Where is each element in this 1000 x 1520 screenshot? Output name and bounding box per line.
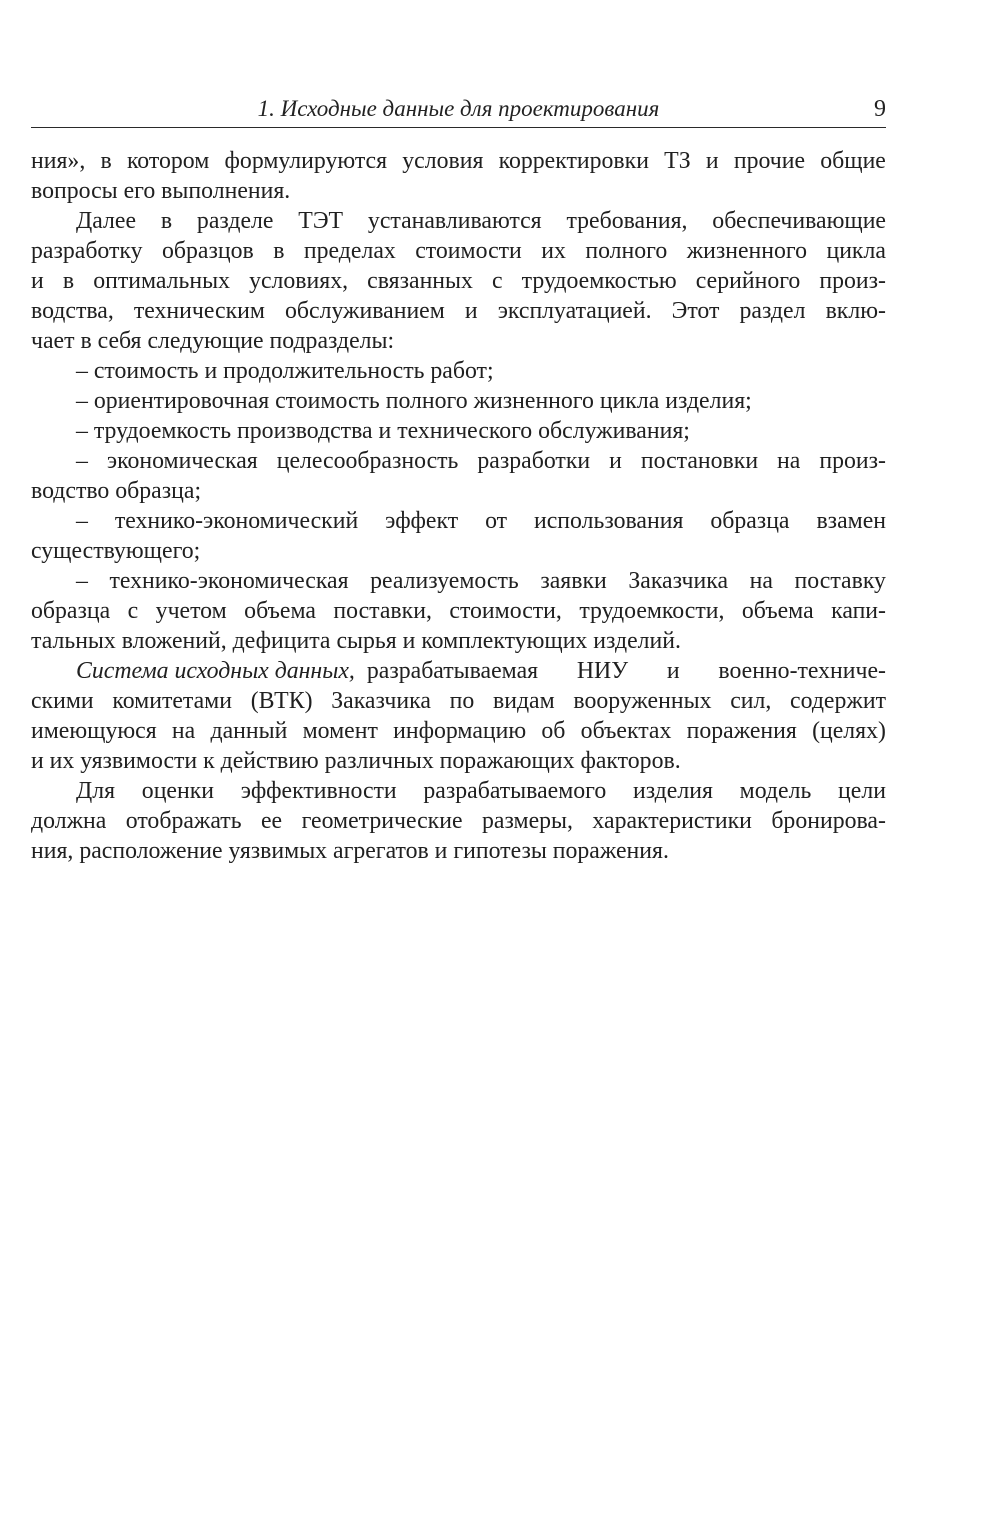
word: в — [62, 268, 75, 294]
text-line — [31, 266, 886, 296]
word: ее — [261, 808, 283, 834]
word: произ- — [819, 448, 886, 474]
list-item: – ориентировочная стоимость полного жизненного цикла изделия; — [76, 388, 752, 414]
word: постановки — [640, 448, 759, 474]
word: учетом — [155, 598, 227, 624]
word: комитетами — [112, 688, 232, 714]
word: военно-техниче- — [718, 658, 886, 684]
word: вклю- — [825, 298, 886, 324]
word: и — [464, 298, 478, 324]
word: технико-экономический — [114, 508, 359, 534]
word: образцов — [162, 238, 254, 264]
list-item: – трудоемкость производства и технического обслуживания; — [76, 418, 690, 444]
word: капи- — [831, 598, 886, 624]
word: поставки, — [333, 598, 432, 624]
word: цели — [838, 778, 886, 804]
word: содержит — [790, 688, 886, 714]
text-line — [31, 776, 886, 806]
word: объема — [741, 598, 814, 624]
page-number: 9 — [874, 96, 886, 122]
word: в — [273, 238, 285, 264]
word: Для — [76, 778, 116, 804]
word: – — [76, 568, 88, 594]
text-line — [31, 596, 886, 626]
list-item — [31, 446, 886, 476]
word: условиях, — [249, 268, 349, 294]
word: на — [171, 718, 196, 744]
word: характеристики — [592, 808, 752, 834]
word: взамен — [816, 508, 886, 534]
word: использования — [533, 508, 684, 534]
word: разрабатываемая — [366, 658, 539, 684]
word: поставку — [794, 568, 886, 594]
word: стоимости, — [449, 598, 562, 624]
word: ТЭТ — [298, 208, 344, 234]
word: общие — [820, 148, 886, 174]
word: технико-экономическая — [109, 568, 349, 594]
word: момент — [302, 718, 378, 744]
word: экономическая — [106, 448, 258, 474]
word: модель — [739, 778, 812, 804]
text-line — [31, 236, 886, 266]
word: оптимальных — [93, 268, 230, 294]
word: в — [160, 208, 173, 234]
word: с — [127, 598, 139, 624]
word: данный — [210, 718, 288, 744]
word: объектах — [580, 718, 672, 744]
word: стоимости — [415, 238, 522, 264]
word: водства, — [31, 298, 114, 324]
word: – — [76, 508, 88, 534]
word: образца — [31, 598, 111, 624]
word: обеспечивающие — [712, 208, 886, 234]
word: трудоемкости, — [579, 598, 725, 624]
word: разработку — [31, 238, 143, 264]
text-line: ния, расположение уязвимых агрегатов и гипотезы поражения. — [31, 838, 669, 864]
word: вооруженных — [573, 688, 712, 714]
word: целесообразность — [276, 448, 459, 474]
word: Этот — [671, 298, 720, 324]
body-text — [31, 146, 886, 866]
list-item: – стоимость и продолжительность работ; — [76, 358, 494, 384]
word: ТЗ — [664, 148, 691, 174]
word: скими — [31, 688, 94, 714]
word: видам — [492, 688, 555, 714]
text-line — [31, 206, 886, 236]
word: объема — [244, 598, 316, 624]
word: отображать — [125, 808, 242, 834]
word: эффект — [385, 508, 459, 534]
running-header — [31, 92, 886, 128]
word: условия — [402, 148, 484, 174]
text-line — [31, 146, 886, 176]
word: с — [492, 268, 503, 294]
word: разделе — [196, 208, 274, 234]
word: – — [76, 448, 88, 474]
word: поражения — [686, 718, 797, 744]
text-line: вопросы его выполнения. — [31, 178, 291, 204]
word: образца — [710, 508, 790, 534]
word: (ВТК) — [250, 688, 313, 714]
word: разрабатываемого — [423, 778, 607, 804]
defined-term: Система исходных данных, — [76, 658, 355, 684]
chapter-title: 1. Исходные данные для проектирования — [257, 96, 660, 121]
word: связанных — [367, 268, 473, 294]
word: бронирова- — [771, 808, 886, 834]
word: их — [541, 238, 566, 264]
word: геометрические — [301, 808, 463, 834]
text-line — [31, 716, 886, 746]
word: жизненного — [686, 238, 807, 264]
word: реализуемость — [370, 568, 519, 594]
word: прочие — [733, 148, 806, 174]
word: эффективности — [240, 778, 397, 804]
word: должна — [31, 808, 107, 834]
word: в — [100, 148, 112, 174]
word: об — [541, 718, 566, 744]
word: и — [705, 148, 719, 174]
word: по — [449, 688, 475, 714]
word: разработки — [477, 448, 591, 474]
list-item — [31, 506, 886, 536]
word: заявки — [540, 568, 607, 594]
word: цикла — [826, 238, 886, 264]
word: Далее — [76, 208, 137, 234]
word: на — [749, 568, 773, 594]
word: и — [609, 448, 622, 474]
word: обслуживанием — [285, 298, 445, 324]
text-line — [31, 686, 886, 716]
word: техническим — [133, 298, 265, 324]
word: и — [31, 268, 44, 294]
word: оценки — [141, 778, 215, 804]
text-line — [31, 296, 886, 326]
text-line: чает в себя следующие подразделы: — [31, 328, 395, 354]
word: сил, — [730, 688, 772, 714]
text-line: и их уязвимости к действию различных поражающих факторов. — [31, 748, 681, 774]
text-line: тальных вложений, дефицита сырья и комплектующих изделий. — [31, 628, 681, 654]
word: и — [666, 658, 680, 684]
word: формулируются — [224, 148, 388, 174]
text-line: существующего; — [31, 538, 201, 564]
word: размеры, — [481, 808, 573, 834]
word: от — [485, 508, 508, 534]
word: Заказчика — [628, 568, 729, 594]
word: (целях) — [812, 718, 886, 744]
word: корректировки — [498, 148, 649, 174]
word: произ- — [819, 268, 886, 294]
text-line: водство образца; — [31, 478, 202, 504]
word: пределах — [303, 238, 396, 264]
word: устанавливаются — [367, 208, 542, 234]
list-item — [31, 566, 886, 596]
word: ния», — [31, 148, 86, 174]
word: требования, — [566, 208, 688, 234]
word: НИУ — [576, 658, 629, 684]
word: серийного — [695, 268, 801, 294]
word: полного — [585, 238, 668, 264]
word: информацию — [393, 718, 527, 744]
word: изделия — [632, 778, 713, 804]
text-line-with-term — [31, 656, 886, 686]
word: имеющуюся — [31, 718, 157, 744]
word: трудоемкостью — [521, 268, 677, 294]
word: раздел — [739, 298, 806, 324]
text-line — [31, 806, 886, 836]
word: на — [777, 448, 801, 474]
word: Заказчика — [331, 688, 431, 714]
word: котором — [126, 148, 210, 174]
text-span — [355, 656, 886, 686]
word: эксплуатацией. — [497, 298, 652, 324]
